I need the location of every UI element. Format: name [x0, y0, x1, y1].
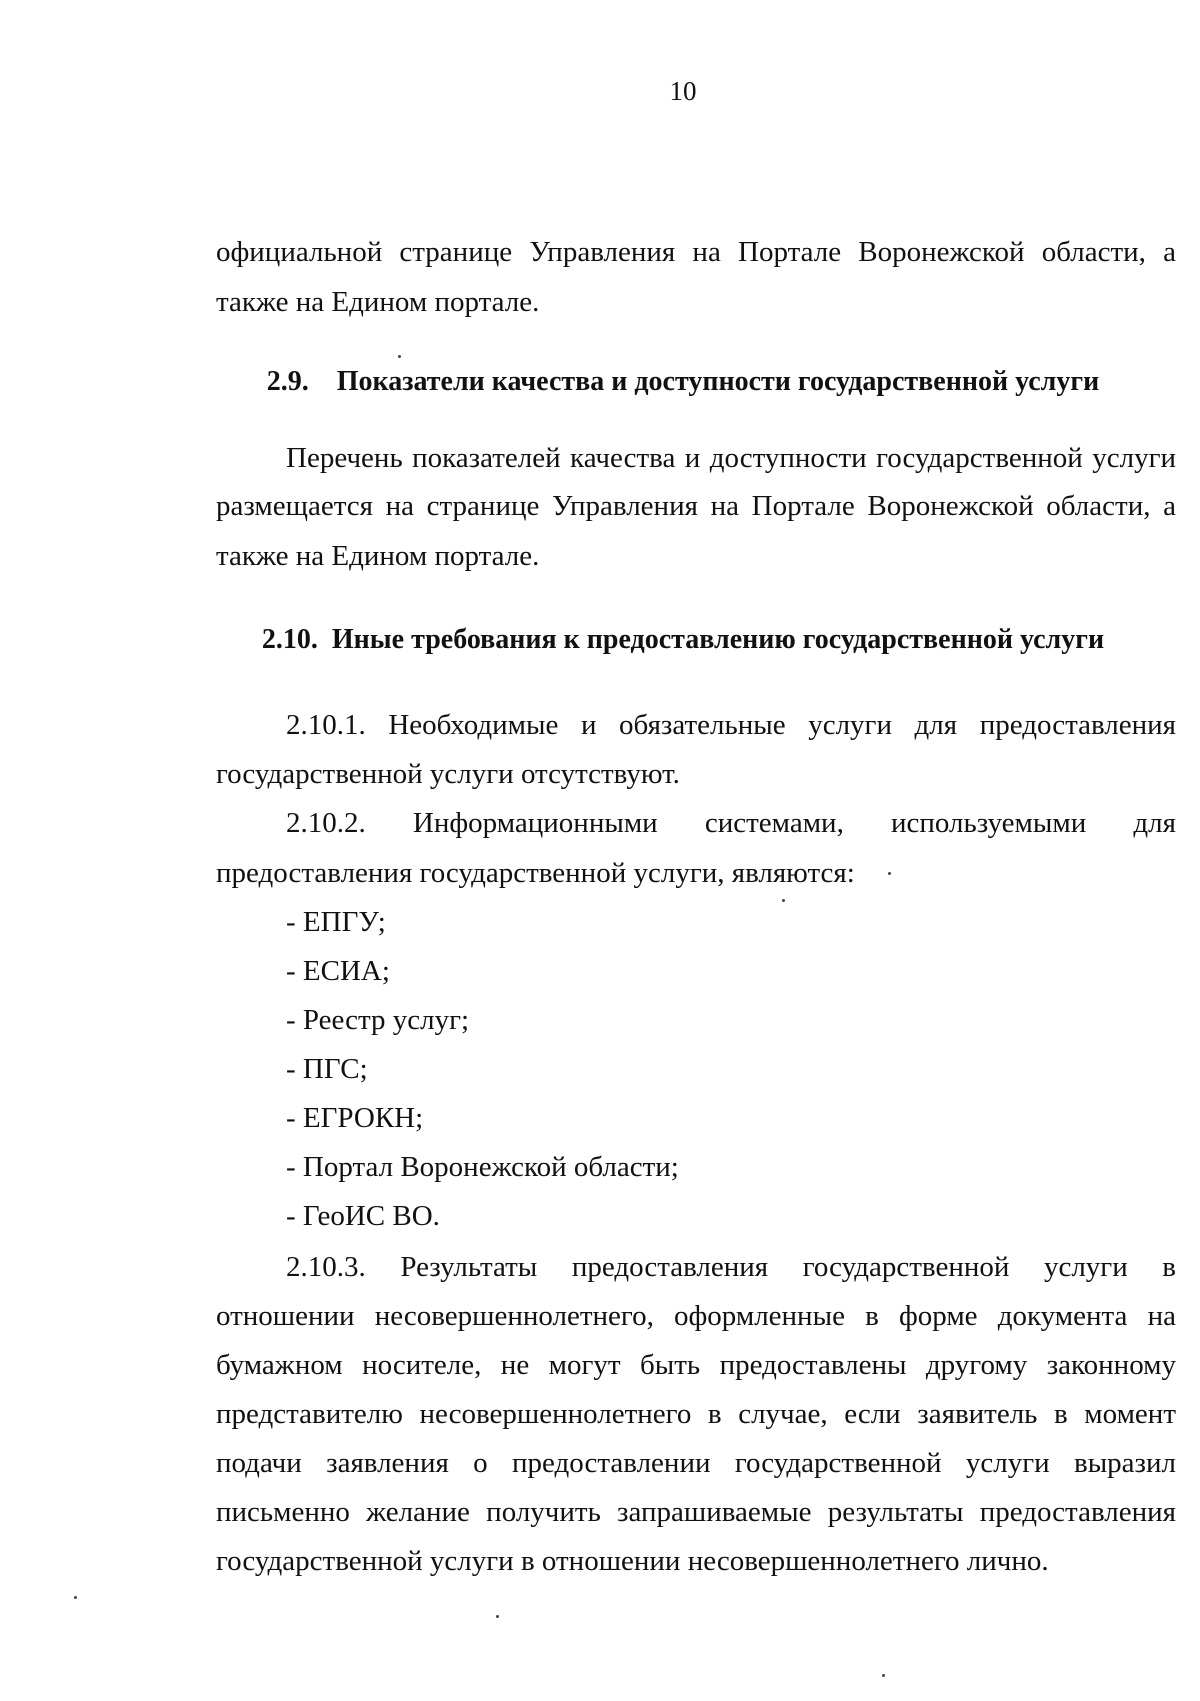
section-2-10-title: Иные требования к предоставлению государственной услуги — [331, 624, 1105, 655]
system-item-esia: - ЕСИА; — [286, 955, 390, 987]
p-2-10-2-line-1: 2.10.2. Информационными системами, используемыми для — [286, 807, 1176, 839]
p-2-10-3-line-5: подачи заявления о предоставлении государственной услуги выразил — [216, 1447, 1176, 1479]
section-2-9-number: 2.9. — [266, 366, 309, 397]
p-2-10-3-line-6: письменно желание получить запрашиваемые результаты предоставления — [216, 1496, 1176, 1528]
p-2-10-3-line-4: представителю несовершеннолетнего в случае, если заявитель в момент — [216, 1398, 1176, 1430]
system-item-reestr: - Реестр услуг; — [286, 1004, 470, 1036]
scan-speck — [496, 1615, 499, 1618]
intro-line-2: также на Едином портале. — [216, 286, 540, 318]
scan-speck — [398, 355, 401, 358]
scan-speck — [888, 872, 891, 875]
section-2-10-number: 2.10. — [261, 624, 318, 655]
p-2-10-1-line-2: государственной услуги отсутствуют. — [216, 758, 680, 790]
p-2-10-3-line-7: государственной услуги в отношении несовершеннолетнего лично. — [216, 1545, 1049, 1577]
scan-speck — [782, 899, 785, 902]
scan-speck — [74, 1596, 77, 1599]
p-2-10-3-line-2: отношении несовершеннолетнего, оформленные в форме документа на — [216, 1300, 1176, 1332]
section-2-9-line-3: также на Едином портале. — [216, 540, 540, 572]
intro-line-1: официальной странице Управления на Портале Воронежской области, а — [216, 236, 1176, 268]
system-item-egrokn: - ЕГРОКН; — [286, 1102, 424, 1134]
section-2-9-line-2: размещается на странице Управления на Портале Воронежской области, а — [216, 490, 1176, 522]
p-2-10-2-line-2: предоставления государственной услуги, являются: — [216, 857, 855, 889]
system-item-portal: - Портал Воронежской области; — [286, 1151, 679, 1183]
system-item-geois: - ГеоИС ВО. — [286, 1200, 440, 1232]
section-2-9-heading — [0, 364, 1200, 400]
section-2-9-line-1: Перечень показателей качества и доступности государственной услуги — [286, 442, 1176, 474]
page-number: 10 — [669, 76, 697, 106]
section-2-10-heading — [0, 622, 1200, 658]
p-2-10-3-line-3: бумажном носителе, не могут быть предоставлены другому законному — [216, 1349, 1176, 1381]
system-item-epgu: - ЕПГУ; — [286, 906, 386, 938]
system-item-pgs: - ПГС; — [286, 1053, 368, 1085]
p-2-10-3-line-1: 2.10.3. Результаты предоставления государственной услуги в — [286, 1251, 1176, 1283]
scan-speck — [882, 1674, 885, 1677]
p-2-10-1-line-1: 2.10.1. Необходимые и обязательные услуги для предоставления — [286, 709, 1176, 741]
section-2-9-title: Показатели качества и доступности государственной услуги — [336, 366, 1100, 397]
